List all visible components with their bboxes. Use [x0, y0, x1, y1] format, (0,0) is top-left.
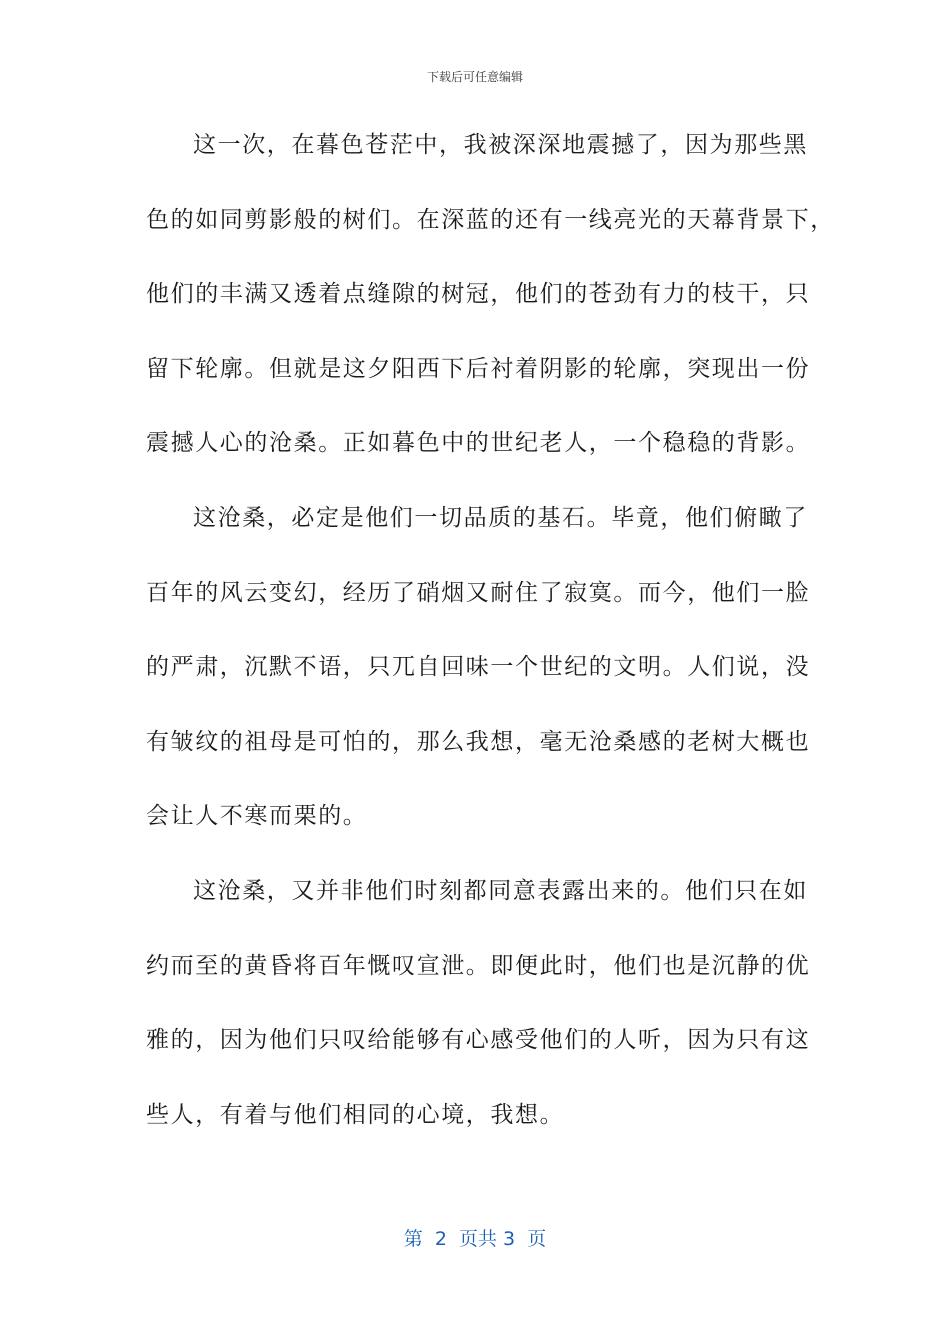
- text-line: 色的如同剪影般的树们。在深蓝的还有一线亮光的天幕背景下，: [146, 206, 835, 233]
- page-number-footer: 第 2 页共 3 页: [403, 1228, 547, 1250]
- text-line: 这沧桑，必定是他们一切品质的基石。毕竟，他们俯瞰了: [193, 504, 808, 531]
- text-line: 些人，有着与他们相同的心境，我想。: [146, 1101, 565, 1128]
- text-line: 他们的丰满又透着点缝隙的树冠，他们的苍劲有力的枝干，只: [146, 281, 811, 308]
- text-line: 约而至的黄昏将百年慨叹宣泄。即便此时，他们也是沉静的优: [146, 952, 811, 979]
- text-line: 这沧桑，又并非他们时刻都同意表露出来的。他们只在如: [193, 877, 808, 904]
- text-line: 雅的，因为他们只叹给能够有心感受他们的人听，因为只有这: [146, 1027, 811, 1054]
- paragraph-1: [146, 122, 835, 495]
- paragraph-3: [146, 868, 811, 1166]
- document-body: [146, 122, 835, 1166]
- text-line: 的严肃，沉默不语，只兀自回味一个世纪的文明。人们说，没: [146, 654, 811, 681]
- text-line: 百年的风云变幻，经历了硝烟又耐住了寂寞。而今，他们一脸: [146, 579, 811, 606]
- text-line: 震撼人心的沧桑。正如暮色中的世纪老人，一个稳稳的背影。: [146, 430, 811, 457]
- page-header: 下载后可任意编辑: [426, 70, 523, 84]
- text-line: 有皱纹的祖母是可怕的，那么我想，毫无沧桑感的老树大概也: [146, 728, 811, 755]
- text-line: 会让人不寒而栗的。: [146, 803, 368, 830]
- text-line: 这一次，在暮色苍茫中，我被深深地震撼了，因为那些黑: [193, 132, 808, 158]
- text-line: 留下轮廓。但就是这夕阳西下后衬着阴影的轮廓，突现出一份: [146, 355, 811, 382]
- paragraph-2: [146, 495, 811, 868]
